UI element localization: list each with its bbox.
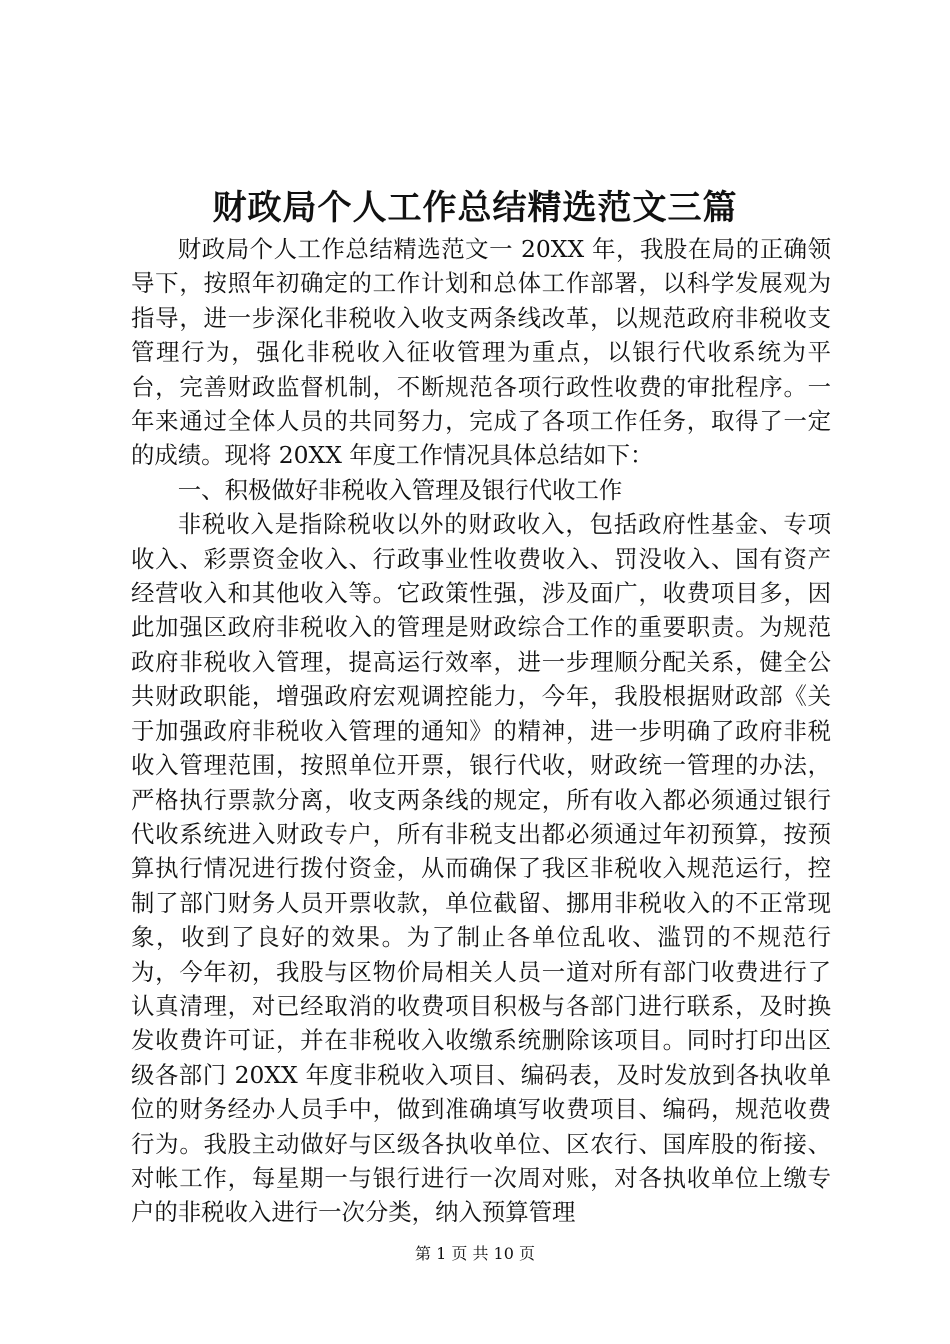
paragraph-non-tax-revenue: 非税收入是指除税收以外的财政收入，包括政府性基金、专项收入、彩票资金收入、行政事业性收费收入、罚没收入、国有资产经营收入和其他收入等。它政策性强，涉及面广，收费项目多，因此加强区政府非税收入的管理是财政综合工作的重要职责。为规范政府非税收入管理，提高运行效率，进一步理顺分配关系，健全公共财政职能，增强政府宏观调控能力，今年，我股根据财政部《关于加强政府非税收入管理的通知》的精神，进一步明确了政府非税收入管理范围，按照单位开票，银行代收，财政统一管理的办法，严格执行票款分离，收支两条线的规定，所有收入都必须通过银行代收系统进入财政专户，所有非税支出都必须通过年初预算，按预算执行情况进行拨付资金，从而确保了我区非税收入规范运行，控制了部门财务人员开票收款，单位截留、挪用非税收入的不正常现象，收到了良好的效果。为了制止各单位乱收、滥罚的不规范行为，今年初，我股与区物价局相关人员一道对所有部门收费进行了认真清理，对已经取消的收费项目积极与各部门进行联系，及时换发收费许可证，并在非税收入收缴系统删除该项目。同时打印出区级各部门 20XX 年度非税收入项目、编码表，及时发放到各执收单位的财务经办人员手中，做到准确填写收费项目、编码，规范收费行为。我股主动做好与区级各执收单位、区农行、国库股的衔接、对帐工作，每星期一与银行进行一次周对账，对各执收单位上缴专户的非税收入进行一次分类，纳入预算管理: [131, 510, 831, 1227]
document-body: [131, 232, 831, 1230]
document-title: 财政局个人工作总结精选范文三篇: [212, 188, 738, 228]
page-footer: [0, 1243, 950, 1265]
section-heading: 一、积极做好非税收入管理及银行代收工作: [177, 475, 623, 504]
paragraph-intro: 财政局个人工作总结精选范文一 20XX 年，我股在局的正确领导下，按照年初确定的工作计划和总体工作部署，以科学发展观为指导，进一步深化非税收入收支两条线改革，以规范政府非税收支管理行为，强化非税收入征收管理为重点，以银行代收系统为平台，完善财政监督机制，不断规范各项行政性收费的审批程序。一年来通过全体人员的共同努力，完成了各项工作任务，取得了一定的成绩。现将 20XX 年度工作情况具体总结如下：: [131, 235, 831, 470]
page-number: 第 1 页 共 10 页: [415, 1244, 535, 1263]
